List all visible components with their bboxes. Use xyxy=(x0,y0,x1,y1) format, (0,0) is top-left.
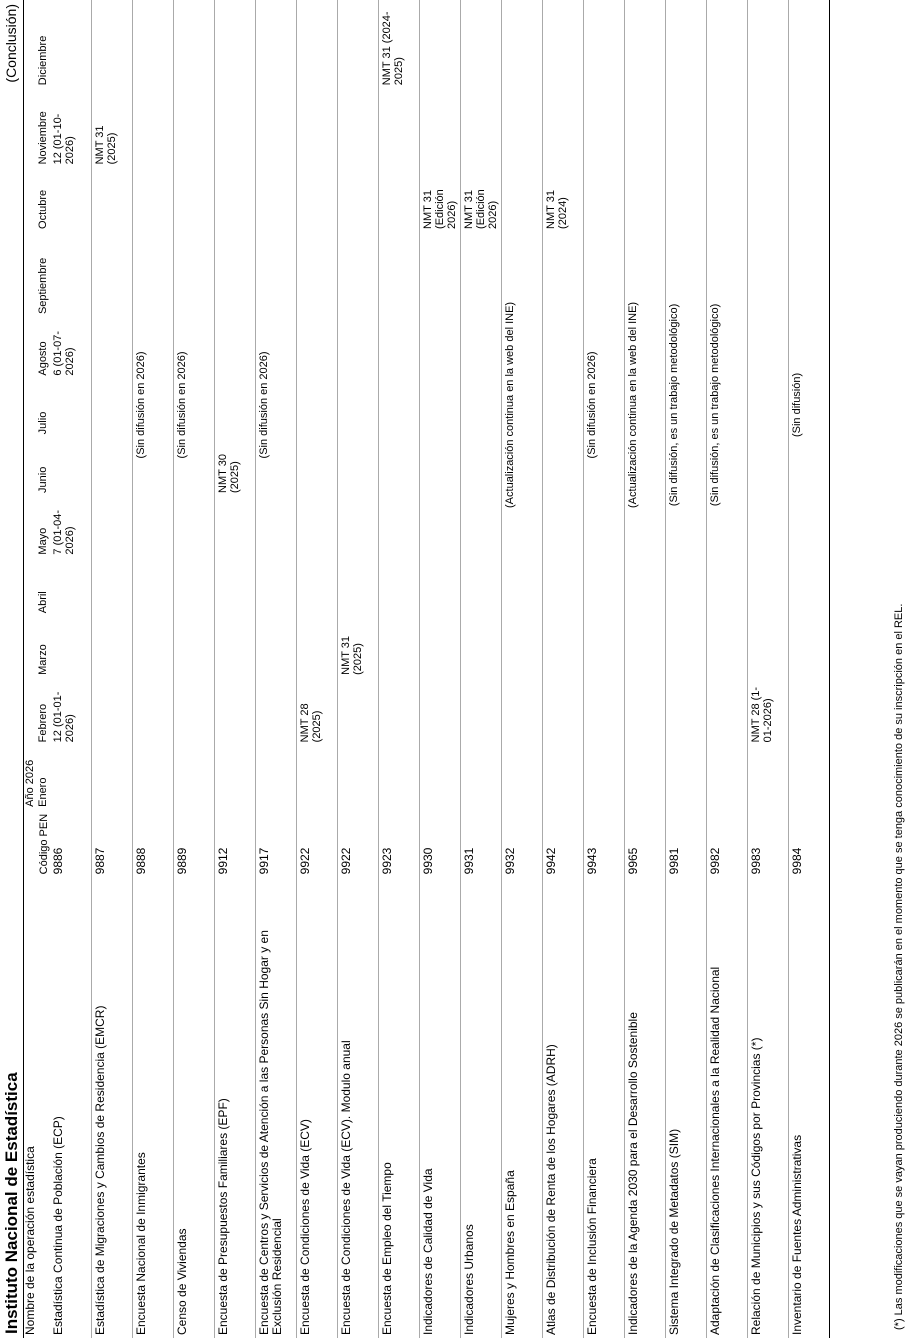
release-cell xyxy=(542,616,583,678)
release-cell xyxy=(337,88,378,167)
release-note: (Actualización continua en la web del INE) xyxy=(626,301,639,508)
table-row xyxy=(296,0,337,1338)
release-cell xyxy=(214,317,255,379)
release-cell xyxy=(214,496,255,558)
release-cell: 12 (01-01- 2026) xyxy=(52,691,76,743)
release-cell xyxy=(91,496,132,558)
release-cell xyxy=(337,437,378,496)
release-cell xyxy=(337,232,378,317)
release-cell xyxy=(214,558,255,617)
release-cell xyxy=(419,496,460,558)
release-cell xyxy=(542,379,583,438)
release-cell xyxy=(378,167,419,232)
release-cell xyxy=(91,616,132,678)
table-row xyxy=(255,0,296,1338)
operation-name: Encuesta de Condiciones de Vida (ECV). Modulo anual xyxy=(338,1040,353,1335)
release-cell xyxy=(91,745,132,810)
pen-code: 9886 xyxy=(51,847,65,875)
release-cell xyxy=(91,232,132,317)
table-row xyxy=(337,0,378,1338)
table-row xyxy=(542,0,583,1338)
release-cell xyxy=(747,232,788,317)
release-cell xyxy=(419,558,460,617)
release-cell: NMT 31 (2025) xyxy=(93,125,118,165)
release-cell xyxy=(747,317,788,379)
release-cell: NMT 31 (2024) xyxy=(544,190,569,229)
operation-name: Sistema Integrado de Metadatos (SIM) xyxy=(666,1128,681,1335)
release-cell xyxy=(542,437,583,496)
release-cell xyxy=(419,437,460,496)
release-cell xyxy=(460,379,501,438)
operation-name: Encuesta de Centros y Servicios de Atención a las Personas Sin Hogar y en Exclusión Residencial xyxy=(256,930,284,1335)
pen-code: 9984 xyxy=(789,847,804,875)
month-header: Diciembre xyxy=(37,35,49,86)
release-note: (Sin difusión, es un trabajo metodológico) xyxy=(667,303,680,507)
release-cell xyxy=(419,88,460,167)
release-note: (Sin difusión en 2026) xyxy=(585,351,598,459)
release-cell xyxy=(50,558,91,617)
document-title: Instituto Nacional de Estadística xyxy=(2,1072,21,1334)
release-cell xyxy=(747,379,788,438)
pen-code: 9917 xyxy=(256,847,271,875)
release-cell xyxy=(542,496,583,558)
release-cell xyxy=(337,678,378,745)
release-cell xyxy=(50,0,91,88)
pen-code: 9930 xyxy=(420,847,435,875)
month-header: Agosto xyxy=(37,341,49,376)
release-cell xyxy=(747,496,788,558)
operation-name: Adaptación de Clasificaciones Internacionales a la Realidad Nacional xyxy=(707,966,722,1335)
table-row xyxy=(173,0,214,1338)
release-cell xyxy=(214,0,255,88)
release-cell xyxy=(337,379,378,438)
release-cell xyxy=(337,0,378,88)
release-cell xyxy=(378,496,419,558)
month-header: Enero xyxy=(37,777,49,807)
release-cell xyxy=(296,745,337,810)
table-row xyxy=(665,0,706,1338)
release-cell xyxy=(378,379,419,438)
release-cell xyxy=(747,616,788,678)
release-cell xyxy=(91,0,132,88)
pen-code: 9931 xyxy=(461,847,476,875)
release-cell xyxy=(460,0,501,88)
continuation-label: (Conclusión) xyxy=(3,4,19,83)
release-cell xyxy=(460,317,501,379)
release-cell xyxy=(378,558,419,617)
release-cell xyxy=(214,745,255,810)
release-cell xyxy=(296,437,337,496)
release-cell xyxy=(378,437,419,496)
month-header: Marzo xyxy=(37,644,49,675)
release-cell: NMT 28 (1-01-2026) xyxy=(749,686,774,743)
release-cell: NMT 28 (2025) xyxy=(298,703,323,743)
month-header: Julio xyxy=(37,411,49,435)
release-cell xyxy=(747,745,788,810)
release-cell xyxy=(542,678,583,745)
release-cell xyxy=(50,745,91,810)
release-cell xyxy=(91,558,132,617)
operation-name: Encuesta de Inclusión Financiera xyxy=(584,1158,599,1335)
release-cell xyxy=(542,317,583,379)
release-cell: 12 (01-10-2026) xyxy=(52,113,76,165)
release-cell xyxy=(337,167,378,232)
release-cell xyxy=(460,678,501,745)
release-cell: 6 (01-07- 2026) xyxy=(52,331,76,376)
month-header: Junio xyxy=(37,466,49,493)
operation-name: Encuesta de Condiciones de Vida (ECV) xyxy=(297,1119,312,1335)
col-header-year: Año 2026 xyxy=(24,759,36,807)
table-row xyxy=(50,0,91,1338)
release-cell xyxy=(460,616,501,678)
header-row-1 xyxy=(24,0,36,1338)
table-body xyxy=(50,0,829,1338)
release-note: (Sin difusión, es un trabajo metodológico) xyxy=(708,303,721,507)
release-cell xyxy=(419,317,460,379)
release-cell xyxy=(214,167,255,232)
pen-code: 9887 xyxy=(92,847,107,875)
pen-code: 9922 xyxy=(297,847,312,875)
release-cell xyxy=(296,379,337,438)
release-cell xyxy=(419,232,460,317)
operation-name: Estadística de Migraciones y Cambios de Residencia (EMCR) xyxy=(92,1005,107,1335)
release-cell xyxy=(91,167,132,232)
release-note: (Actualización continua en la web del INE) xyxy=(503,301,516,508)
release-cell xyxy=(296,558,337,617)
table-row xyxy=(747,0,788,1338)
table-row xyxy=(624,0,665,1338)
operation-name: Relación de Municipios y sus Códigos por Provincias (*) xyxy=(748,1037,763,1335)
month-header: Febrero xyxy=(37,703,49,743)
release-cell xyxy=(214,232,255,317)
release-cell xyxy=(419,745,460,810)
release-cell xyxy=(460,558,501,617)
release-cell xyxy=(460,745,501,810)
release-cell: NMT 30 (2025) xyxy=(216,454,241,493)
table-row xyxy=(460,0,501,1338)
release-cell xyxy=(378,745,419,810)
table-row xyxy=(132,0,173,1338)
table-header xyxy=(24,0,50,1338)
release-cell xyxy=(296,616,337,678)
release-note: (Sin difusión) xyxy=(790,372,803,438)
release-cell xyxy=(337,558,378,617)
release-cell xyxy=(296,317,337,379)
release-cell xyxy=(91,317,132,379)
release-note: (Sin difusión en 2026) xyxy=(257,351,270,459)
release-cell xyxy=(460,496,501,558)
pen-code: 9932 xyxy=(502,847,517,875)
release-cell xyxy=(542,745,583,810)
release-cell xyxy=(214,616,255,678)
release-cell: NMT 31 (Edición 2026) xyxy=(421,189,458,229)
table-row xyxy=(214,0,255,1338)
release-cell xyxy=(50,437,91,496)
release-cell xyxy=(296,496,337,558)
month-header: Septiembre xyxy=(37,257,49,315)
pen-code: 9922 xyxy=(338,847,353,875)
pen-code: 9965 xyxy=(625,847,640,875)
release-cell xyxy=(337,317,378,379)
release-cell xyxy=(419,678,460,745)
release-cell: NMT 31 (2025) xyxy=(339,635,364,675)
month-header: Mayo xyxy=(37,527,49,555)
release-calendar-table xyxy=(24,0,830,1338)
month-header: Octubre xyxy=(37,189,49,229)
release-note: (Sin difusión en 2026) xyxy=(134,351,147,459)
release-cell xyxy=(378,678,419,745)
release-cell xyxy=(542,558,583,617)
release-note: (Sin difusión en 2026) xyxy=(175,351,188,459)
operation-name: Encuesta de Empleo del Tiempo xyxy=(379,1162,394,1335)
pen-code: 9982 xyxy=(707,847,722,875)
release-cell xyxy=(50,167,91,232)
pen-code: 9942 xyxy=(543,847,558,875)
release-cell xyxy=(460,232,501,317)
release-cell: NMT 31 (2024-2025) xyxy=(380,11,405,86)
table-row xyxy=(378,0,419,1338)
table-row xyxy=(788,0,829,1338)
table-row xyxy=(91,0,132,1338)
release-cell xyxy=(50,232,91,317)
release-cell: NMT 31 (Edición 2026) xyxy=(462,189,499,229)
pen-code: 9889 xyxy=(174,847,189,875)
release-cell xyxy=(378,616,419,678)
release-cell xyxy=(50,616,91,678)
release-cell xyxy=(296,167,337,232)
release-cell xyxy=(747,167,788,232)
release-cell xyxy=(419,616,460,678)
release-cell xyxy=(419,379,460,438)
release-cell xyxy=(542,0,583,88)
table-row xyxy=(501,0,542,1338)
operation-name: Mujeres y Hombres en España xyxy=(502,1170,517,1335)
operation-name: Encuesta de Presupuestos Familiares (EPF) xyxy=(215,1098,230,1335)
release-cell xyxy=(460,88,501,167)
operation-name: Censo de Viviendas xyxy=(174,1228,189,1335)
pen-code: 9943 xyxy=(584,847,599,875)
operation-name: Encuesta Nacional de Inmigrantes xyxy=(133,1152,148,1335)
release-cell xyxy=(542,88,583,167)
month-header: Noviembre xyxy=(37,111,49,165)
pen-code: 9981 xyxy=(666,847,681,875)
table-row xyxy=(419,0,460,1338)
release-cell xyxy=(296,0,337,88)
release-cell xyxy=(747,88,788,167)
release-cell xyxy=(91,379,132,438)
release-cell xyxy=(91,437,132,496)
footnote: (*) Las modificaciones que se vayan produciendo durante 2026 se publicarán en el momento que se tenga conocimiento de su inscripción en el REL. xyxy=(893,603,905,1330)
table-row xyxy=(583,0,624,1338)
operation-name: Indicadores de la Agenda 2030 para el Desarrollo Sostenible xyxy=(625,1012,640,1335)
release-cell xyxy=(747,437,788,496)
operation-name: Estadística Continua de Población (ECP) xyxy=(51,1116,65,1335)
col-header-code: Código PEN xyxy=(38,813,50,875)
release-cell: 7 (01-04- 2026) xyxy=(52,509,76,555)
release-cell xyxy=(747,558,788,617)
release-cell xyxy=(50,379,91,438)
release-cell xyxy=(378,317,419,379)
release-cell xyxy=(542,232,583,317)
release-cell xyxy=(296,232,337,317)
release-cell xyxy=(214,88,255,167)
release-cell xyxy=(337,745,378,810)
release-cell xyxy=(296,88,337,167)
release-cell xyxy=(337,496,378,558)
operation-name: Inventario de Fuentes Administrativas xyxy=(789,1134,804,1335)
pen-code: 9912 xyxy=(215,847,230,875)
pen-code: 9888 xyxy=(133,847,148,875)
release-cell xyxy=(214,678,255,745)
release-cell xyxy=(214,379,255,438)
operation-name: Indicadores Urbanos xyxy=(461,1224,476,1335)
col-header-name: Nombre de la operación estadística xyxy=(23,1146,37,1335)
release-cell xyxy=(747,0,788,88)
operation-name: Indicadores de Calidad de Vida xyxy=(420,1168,435,1335)
release-cell xyxy=(91,678,132,745)
release-cell xyxy=(378,88,419,167)
operation-name: Atlas de Distribución de Renta de los Hogares (ADRH) xyxy=(543,1044,558,1335)
month-header: Abril xyxy=(37,591,49,614)
pen-code: 9983 xyxy=(748,847,763,875)
table-row xyxy=(706,0,747,1338)
release-cell xyxy=(378,232,419,317)
release-cell xyxy=(460,437,501,496)
pen-code: 9923 xyxy=(379,847,394,875)
release-cell xyxy=(419,0,460,88)
